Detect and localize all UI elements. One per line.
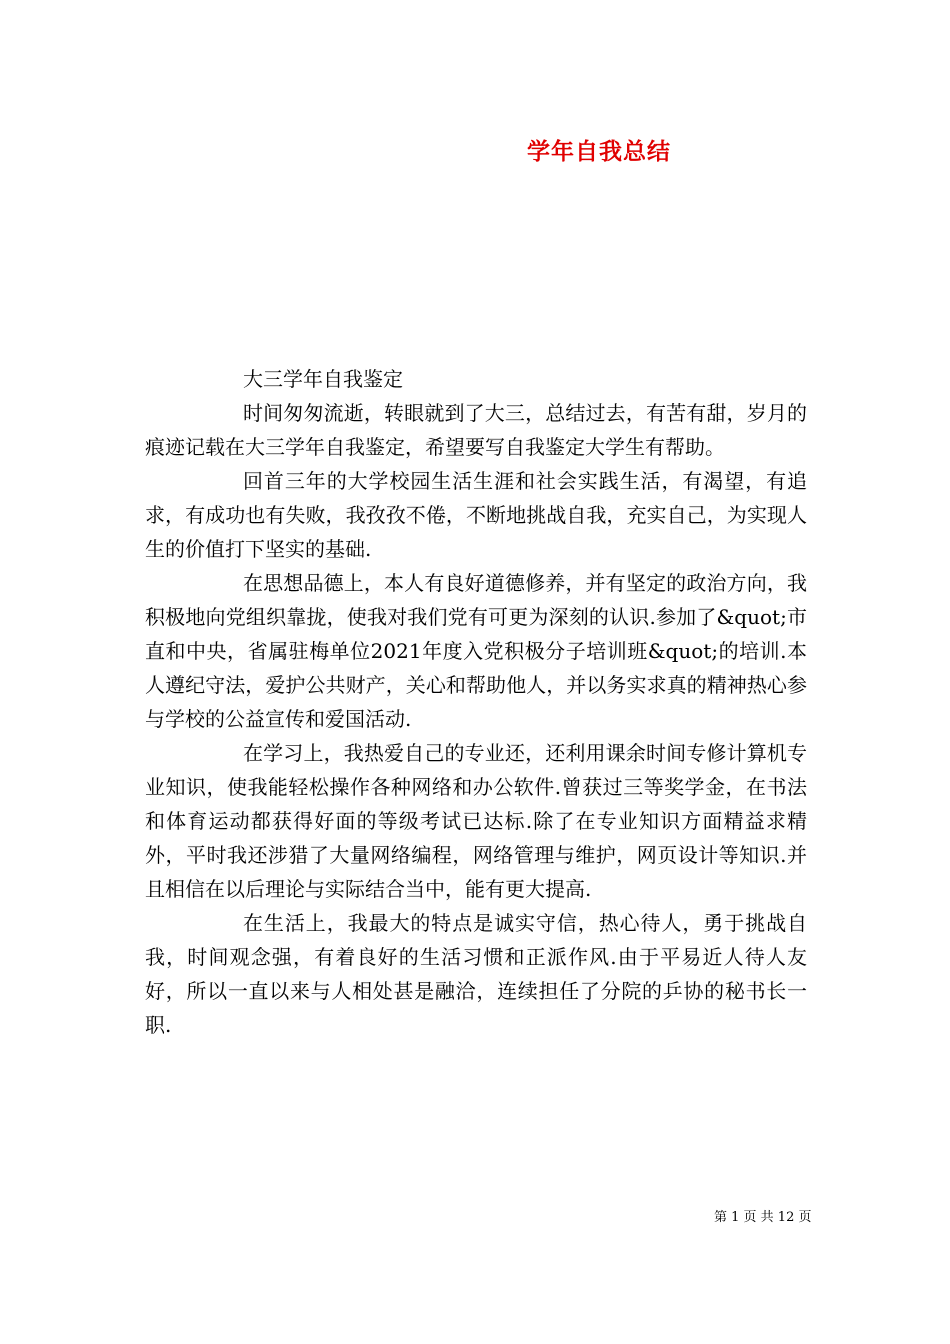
- document-title: 学年自我总结: [527, 138, 671, 165]
- section-heading: 大三学年自我鉴定: [243, 367, 403, 391]
- paragraph: 时间匆匆流逝，转眼就到了大三，总结过去，有苦有甜，岁月的痕迹记载在大三学年自我鉴定，希望要写自我鉴定大学生有帮助。: [145, 401, 807, 459]
- paragraph: 在学习上，我热爱自己的专业还，还利用课余时间专修计算机专业知识，使我能轻松操作各种网络和办公软件.曾获过三等奖学金，在书法和体育运动都获得好面的等级考试已达标.除了在专业知识方面精益求精外，平时我还涉猎了大量网络编程，网络管理与维护，网页设计等知识.并且相信在以后理论与实际结合当中，能有更大提高.: [145, 741, 807, 901]
- page-number: 第 1 页 共 12 页: [714, 1210, 812, 1225]
- paragraph: 在生活上，我最大的特点是诚实守信，热心待人，勇于挑战自我，时间观念强，有着良好的生活习惯和正派作风.由于平易近人待人友好，所以一直以来与人相处甚是融洽，连续担任了分院的乒协的秘书长一职.: [145, 911, 807, 1037]
- paragraph: 回首三年的大学校园生活生涯和社会实践生活，有渴望，有追求，有成功也有失败，我孜孜不倦，不断地挑战自我，充实自己，为实现人生的价值打下坚实的基础.: [145, 469, 807, 561]
- paragraph: 在思想品德上，本人有良好道德修养，并有坚定的政治方向，我积极地向党组织靠拢，使我对我们党有可更为深刻的认识.参加了&quot;市直和中央，省属驻梅单位2021年度入党积极分子培训班&quot;的培训.本人遵纪守法，爱护公共财产，关心和帮助他人，并以务实求真的精神热心参与学校的公益宣传和爱国活动.: [145, 571, 807, 731]
- document-body: [145, 362, 807, 1042]
